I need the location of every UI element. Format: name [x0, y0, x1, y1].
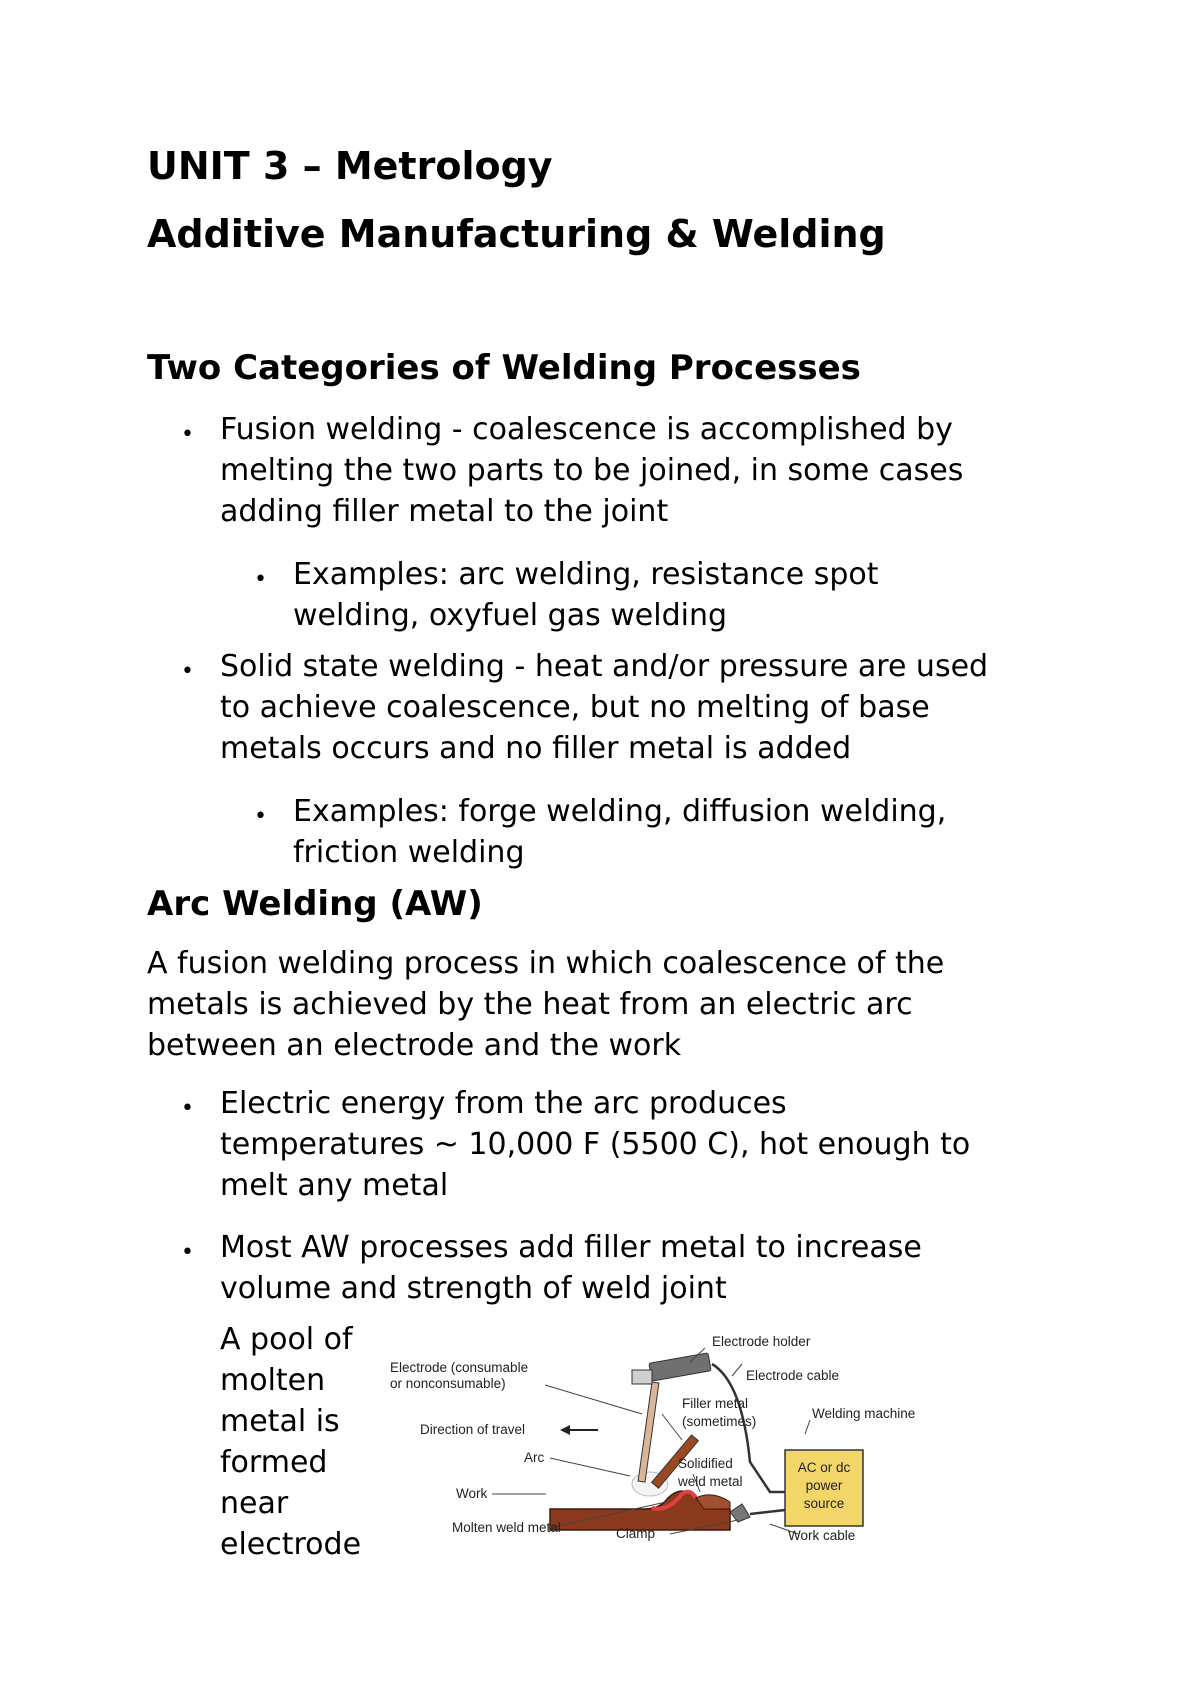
label-power-line2: power [805, 1478, 843, 1493]
label-solidified-line1: Solidified [678, 1456, 733, 1471]
heading-arc-welding: Arc Welding (AW) [147, 884, 483, 924]
list-item-arc-temperature: Electric energy from the arc produces temperatures ~ 10,000 F (5500 C), hot enough to melt any metal [220, 1086, 971, 1203]
bullet-icon: • [181, 422, 194, 447]
list-item-filler-metal: Most AW processes add filler metal to increase volume and strength of weld joint [220, 1230, 922, 1306]
label-molten: Molten weld metal [452, 1520, 561, 1535]
label-solidified-line2: weld metal [678, 1474, 743, 1489]
arc-welding-definition: A fusion welding process in which coalescence of the metals is achieved by the heat from an electric arc between an electrode and the work [147, 946, 945, 1063]
heading-welding-categories: Two Categories of Welding Processes [147, 348, 861, 388]
label-filler-line2: (sometimes) [682, 1414, 757, 1429]
bullet-icon: • [181, 1096, 194, 1121]
holder-clamp [632, 1370, 652, 1384]
label-electrode-cable: Electrode cable [746, 1368, 840, 1383]
bullet-icon: • [181, 1240, 194, 1265]
label-arc: Arc [524, 1450, 545, 1465]
direction-arrowhead [560, 1425, 570, 1435]
label-electrode-line2: or nonconsumable) [390, 1376, 506, 1391]
label-power-line1: AC or dc [797, 1460, 851, 1475]
electrode-holder [649, 1353, 711, 1381]
label-work-cable: Work cable [788, 1528, 856, 1543]
label-direction: Direction of travel [420, 1422, 526, 1437]
bullet-icon: • [254, 567, 267, 592]
clamp [730, 1504, 750, 1522]
bullet-icon: • [181, 659, 194, 684]
list-item-solid-state-welding: Solid state welding - heat and/or pressure are used to achieve coalescence, but no melting of base metals occurs and no filler metal is added [220, 649, 989, 766]
label-welding-machine: Welding machine [812, 1406, 916, 1421]
sub-item-fusion-examples: Examples: arc welding, resistance spot welding, oxyfuel gas welding [293, 557, 879, 633]
label-electrode-holder: Electrode holder [712, 1334, 811, 1349]
unit-title: UNIT 3 – Metrology [147, 144, 553, 188]
label-work: Work [456, 1486, 488, 1501]
sub-item-solid-state-examples: Examples: forge welding, diffusion welding, friction welding [293, 794, 947, 870]
label-filler-line1: Filler metal [682, 1396, 749, 1411]
molten-pool-caption: A pool of molten metal is formed near electrode [220, 1322, 362, 1562]
work-cable [750, 1510, 785, 1514]
label-electrode-line1: Electrode (consumable [390, 1360, 529, 1375]
bullet-icon: • [254, 804, 267, 829]
electrode [638, 1382, 659, 1482]
subtitle: Additive Manufacturing & Welding [147, 212, 886, 256]
label-power-line3: source [803, 1496, 845, 1511]
list-item-fusion-welding: Fusion welding - coalescence is accomplished by melting the two parts to be joined, in some cases adding filler metal to the joint [220, 412, 964, 529]
label-clamp: Clamp [616, 1526, 656, 1541]
arc-welding-diagram [390, 1322, 1020, 1582]
